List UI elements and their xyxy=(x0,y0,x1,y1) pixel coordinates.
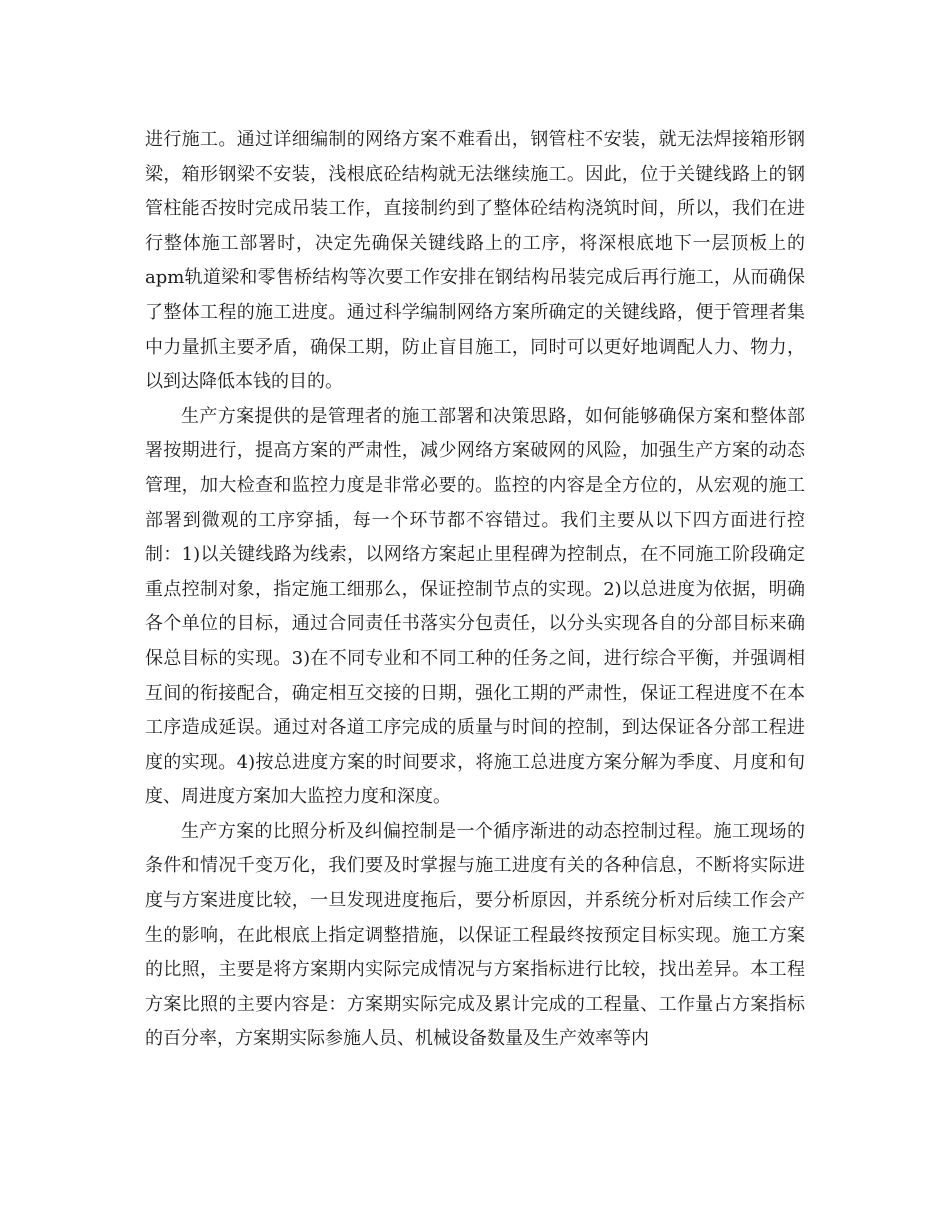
document-page xyxy=(145,123,805,1057)
paragraph-1: 进行施工。通过详细编制的网络方案不难看出，钢管柱不安装，就无法焊接箱形钢梁，箱形钢梁不安装，浅根底砼结构就无法继续施工。因此，位于关键线路上的钢管柱能否按时完成吊装工作，直接制约到了整体砼结构浇筑时间，所以，我们在进行整体施工部署时，决定先确保关键线路上的工序，将深根底地下一层顶板上的apm轨道梁和零售桥结构等次要工作安排在钢结构吊装完成后再行施工，从而确保了整体工程的施工进度。通过科学编制网络方案所确定的关键线路，便于管理者集中力量抓主要矛盾，确保工期，防止盲目施工，同时可以更好地调配人力、物力，以到达降低本钱的目的。 xyxy=(145,129,805,393)
paragraph-2: 生产方案提供的是管理者的施工部署和决策思路，如何能够确保方案和整体部署按期进行，提高方案的严肃性，减少网络方案破网的风险，加强生产方案的动态管理，加大检查和监控力度是非常必要的。监控的内容是全方位的，从宏观的施工部署到微观的工序穿插，每一个环节都不容错过。我们主要从以下四方面进行控制：1)以关键线路为线索，以网络方案起止里程碑为控制点，在不同施工阶段确定重点控制对象，指定施工细那么，保证控制节点的实现。2)以总进度为依据，明确各个单位的目标，通过合同责任书落实分包责任，以分头实现各自的分部目标来确保总目标的实现。3)在不同专业和不同工种的任务之间，进行综合平衡，并强调相互间的衔接配合，确定相互交接的日期，强化工期的严肃性，保证工程进度不在本工序造成延误。通过对各道工序完成的质量与时间的控制，到达保证各分部工程进度的实现。4)按总进度方案的时间要求，将施工总进度方案分解为季度、月度和旬度、周进度方案加大监控力度和深度。 xyxy=(145,405,805,808)
paragraph-3: 生产方案的比照分析及纠偏控制是一个循序渐进的动态控制过程。施工现场的条件和情况千变万化，我们要及时掌握与施工进度有关的各种信息，不断将实际进度与方案进度比较，一旦发现进度拖后，要分析原因，并系统分析对后续工作会产生的影响，在此根底上指定调整措施，以保证工程最终按预定目标实现。施工方案的比照，主要是将方案期内实际完成情况与方案指标进行比较，找出差异。本工程方案比照的主要内容是：方案期实际完成及累计完成的工程量、工作量占方案指标的百分率，方案期实际参施人员、机械设备数量及生产效率等内 xyxy=(145,820,805,1050)
